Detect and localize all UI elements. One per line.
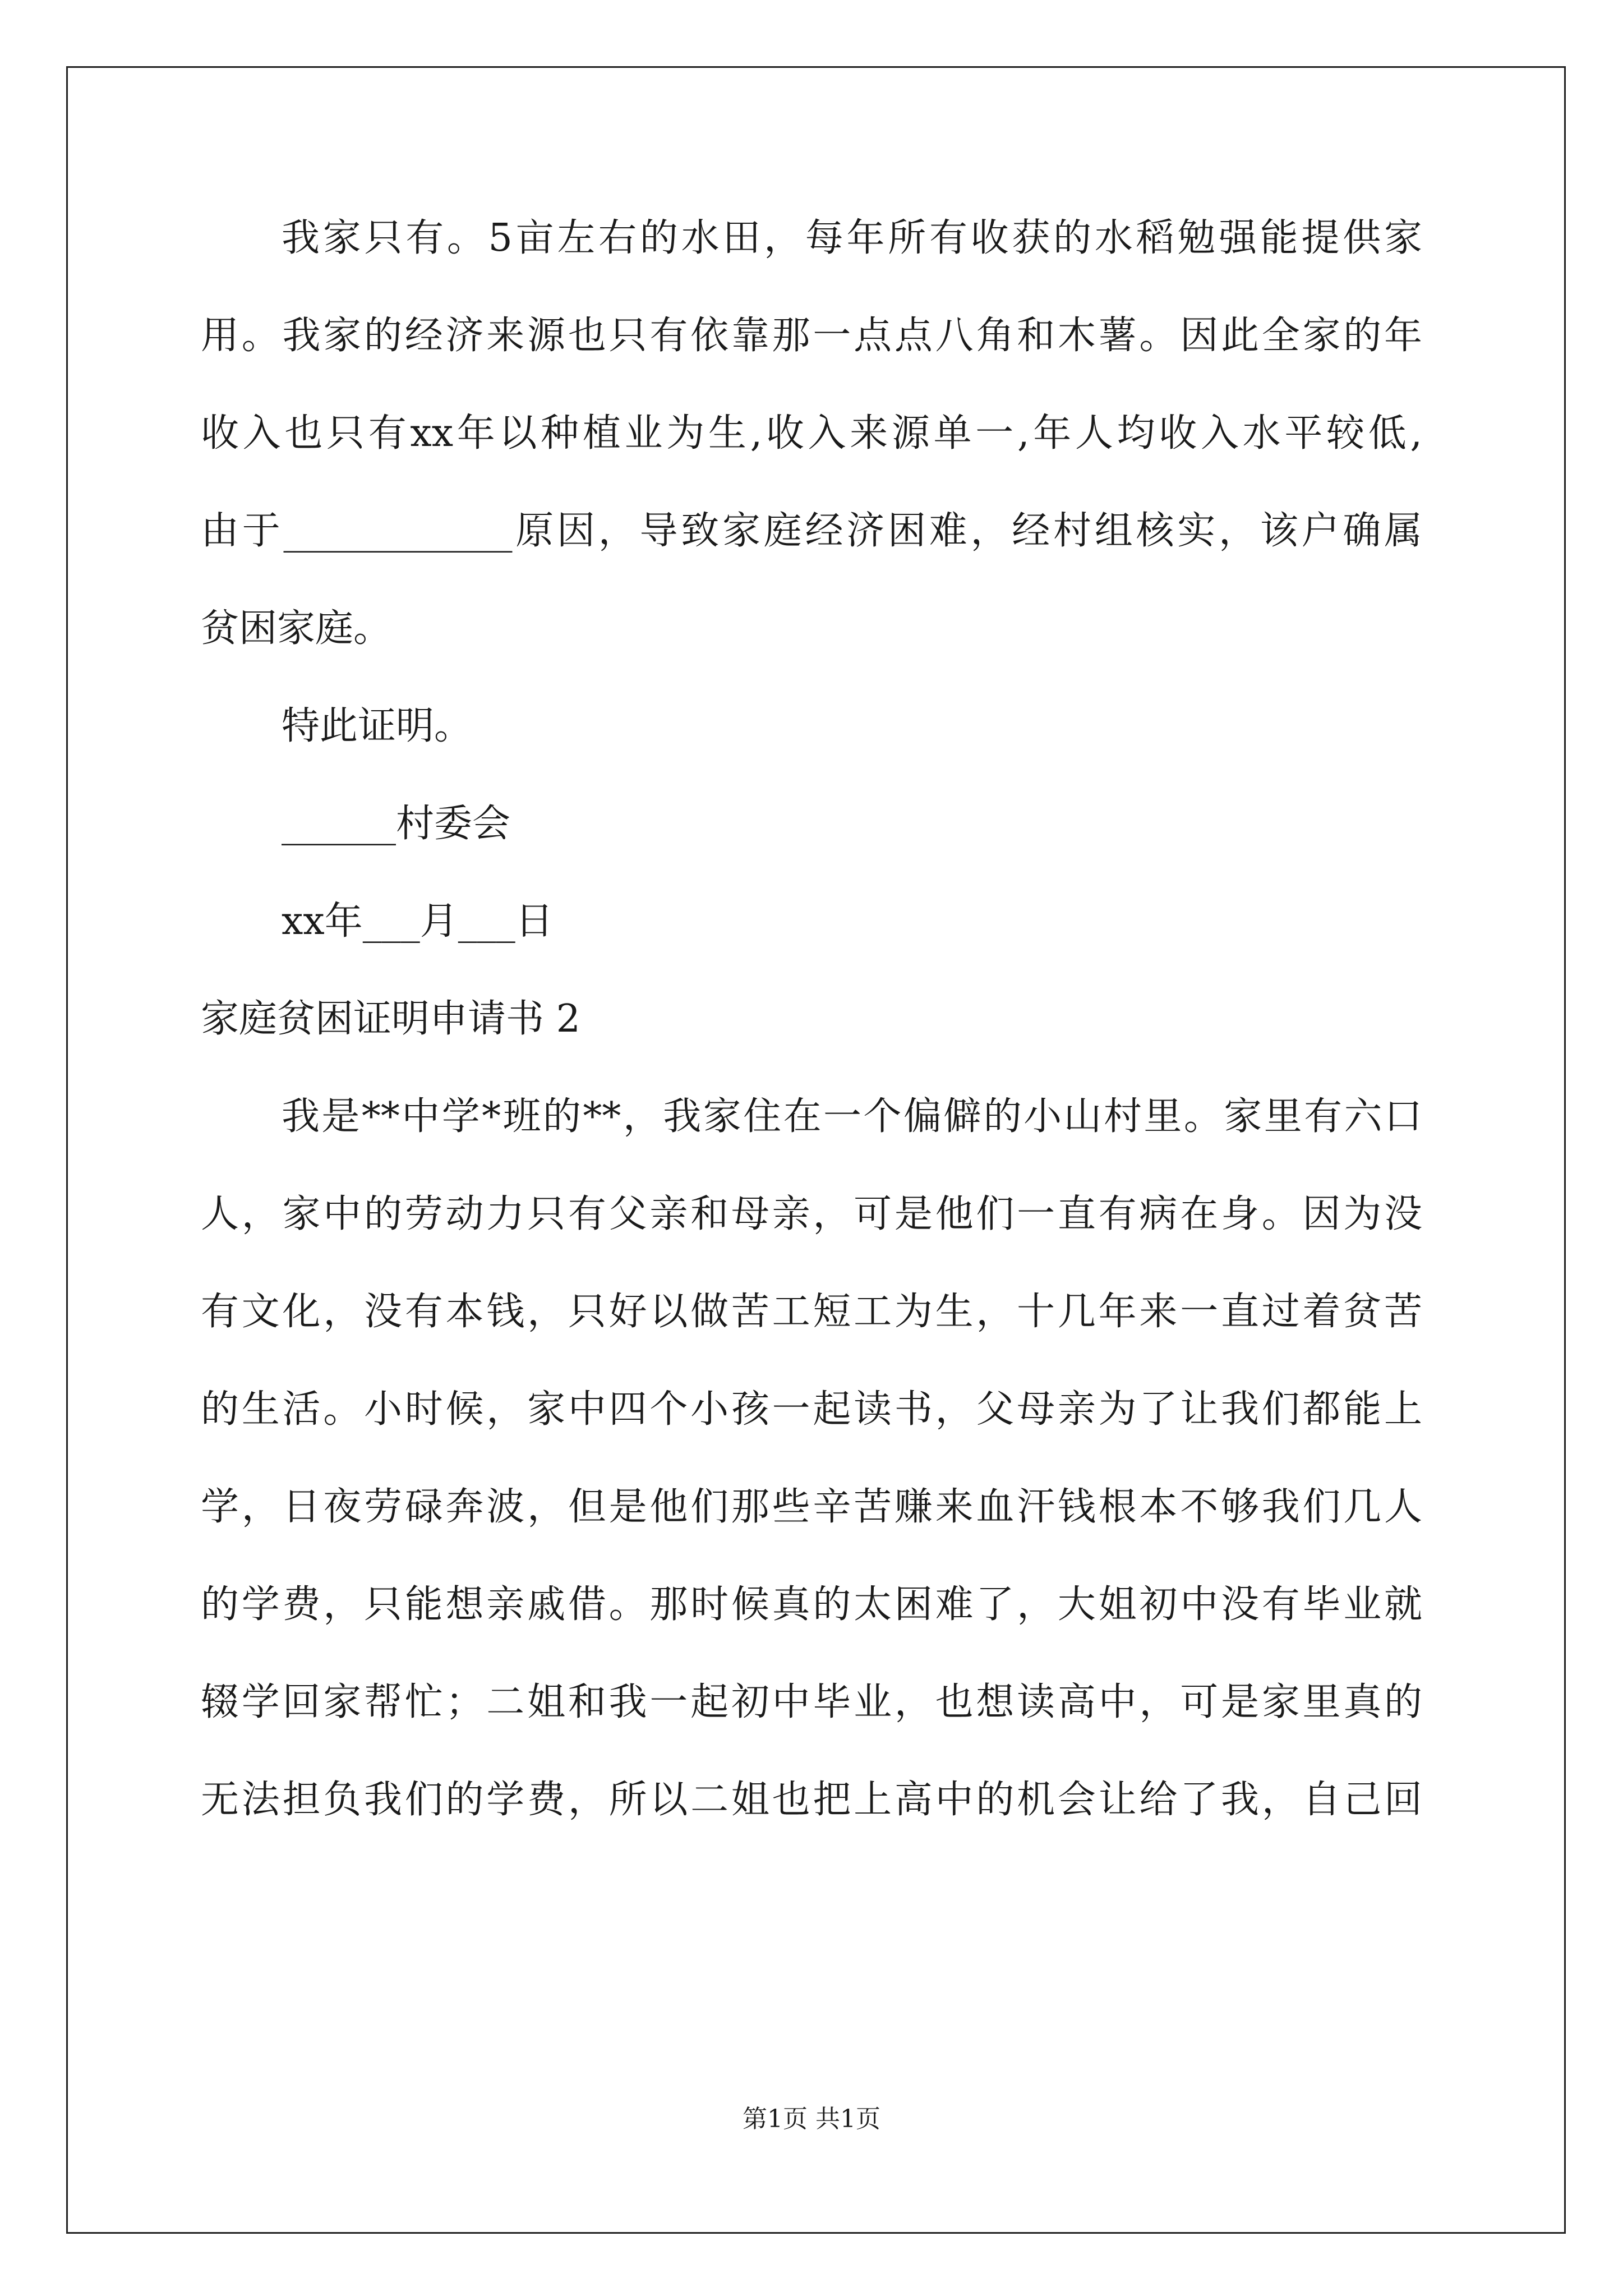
signature-line: ______村委会 — [282, 802, 511, 846]
paragraph2-line-8: 无法担负我们的学费，所以二姐也把上高中的机会让给了我，自己回 — [201, 1778, 1422, 1822]
paragraph2-line-2: 人，家中的劳动力只有父亲和母亲，可是他们一直有病在身。因为没 — [201, 1192, 1422, 1236]
page-frame — [66, 66, 1566, 2234]
paragraph1-line-1: 我家只有。5亩左右的水田，每年所有收获的水稻勉强能提供家 — [282, 216, 1422, 260]
page-footer: 第1页 共1页 — [743, 2105, 880, 2133]
paragraph2-line-5: 学，日夜劳碌奔波，但是他们那些辛苦赚来血汗钱根本不够我们几人 — [201, 1485, 1422, 1529]
paragraph2-line-7: 辍学回家帮忙；二姐和我一起初中毕业，也想读高中，可是家里真的 — [201, 1680, 1422, 1724]
paragraph1-line-2: 用。我家的经济来源也只有依靠那一点点八角和木薯。因此全家的年 — [201, 314, 1422, 358]
closing-text: 特此证明。 — [282, 704, 473, 748]
paragraph1-line-5: 贫困家庭。 — [201, 606, 392, 651]
paragraph1-line-4: 由于____________原因，导致家庭经济困难，经村组核实，该户确属 — [201, 509, 1422, 553]
paragraph1-line-3: 收入也只有xx年以种植业为生,收入来源单一,年人均收入水平较低, — [201, 411, 1422, 455]
date-line: xx年___月___日 — [282, 899, 554, 944]
paragraph2-line-6: 的学费，只能想亲戚借。那时候真的太困难了，大姐初中没有毕业就 — [201, 1582, 1422, 1627]
paragraph2-line-4: 的生活。小时候，家中四个小孩一起读书，父母亲为了让我们都能上 — [201, 1387, 1422, 1432]
paragraph2-line-1: 我是**中学*班的**，我家住在一个偏僻的小山村里。家里有六口 — [282, 1094, 1422, 1139]
section-title: 家庭贫困证明申请书 2 — [201, 997, 580, 1041]
paragraph2-line-3: 有文化，没有本钱，只好以做苦工短工为生，十几年来一直过着贫苦 — [201, 1290, 1422, 1334]
